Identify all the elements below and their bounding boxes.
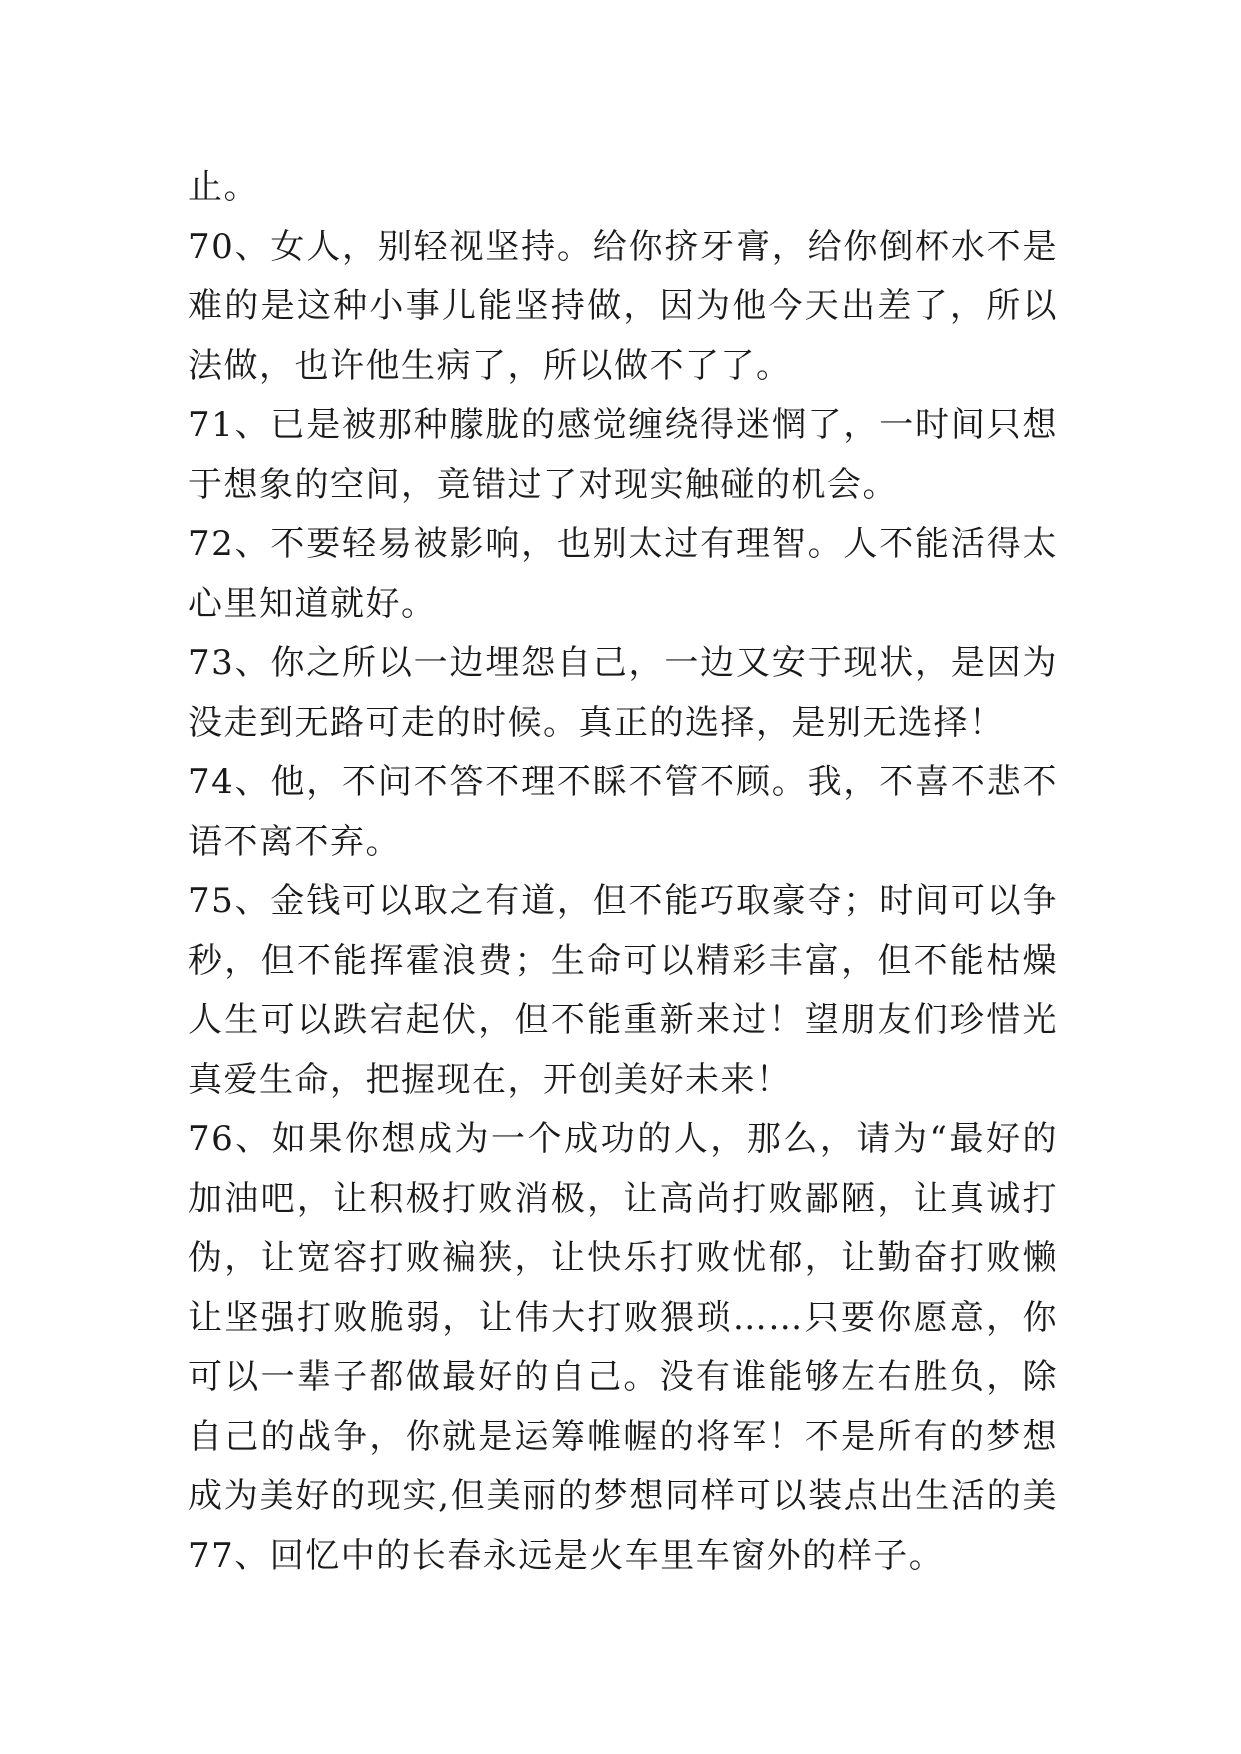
- text-line: 76、如果你想成为一个成功的人，那么，请为“最好的: [188, 1119, 1058, 1159]
- text-line: 人生可以跌宕起伏，但不能重新来过！望朋友们珍惜光: [188, 1000, 1058, 1040]
- text-line: 可以一辈子都做最好的自己。没有谁能够左右胜负，除: [188, 1357, 1058, 1397]
- text-line: 语不离不弃。: [188, 821, 401, 862]
- text-line: 72、不要轻易被影响，也别太过有理智。人不能活得太: [188, 524, 1058, 564]
- text-line: 74、他，不问不答不理不睬不管不顾。我，不喜不悲不: [188, 762, 1058, 802]
- text-line: 成为美好的现实,但美丽的梦想同样可以装点出生活的美: [188, 1476, 1058, 1516]
- text-line: 心里知道就好。: [188, 583, 437, 624]
- text-line: 75、金钱可以取之有道，但不能巧取豪夺；时间可以争: [188, 881, 1058, 921]
- text-line: 77、回忆中的长春永远是火车里车窗外的样子。: [188, 1535, 945, 1576]
- text-line: 伪，让宽容打败褊狭，让快乐打败忧郁，让勤奋打败懒: [188, 1238, 1058, 1278]
- text-line: 71、已是被那种朦胧的感觉缠绕得迷惘了，一时间只想: [188, 405, 1058, 445]
- text-line: 70、女人，别轻视坚持。给你挤牙膏，给你倒杯水不是: [188, 226, 1058, 267]
- text-line: 真爱生命，把握现在，开创美好未来！: [188, 1059, 792, 1100]
- text-line: 秒，但不能挥霍浪费；生命可以精彩丰富，但不能枯燥: [188, 940, 1058, 981]
- text-line: 加油吧，让积极打败消极，让高尚打败鄙陋，让真诚打: [188, 1178, 1058, 1219]
- text-line: 没走到无路可走的时候。真正的选择，是别无选择！: [188, 702, 1005, 743]
- text-line: 让坚强打败脆弱，让伟大打败猥琐……只要你愿意，你: [188, 1297, 1058, 1338]
- text-line: 法做，也许他生病了，所以做不了了。: [188, 345, 792, 386]
- document-body: [188, 158, 1058, 1586]
- text-line: 自己的战争，你就是运筹帷幄的将军！不是所有的梦想: [188, 1416, 1058, 1457]
- text-line: 止。: [188, 167, 259, 207]
- text-line: 于想象的空间，竟错过了对现实触碰的机会。: [188, 464, 898, 505]
- text-line: 73、你之所以一边埋怨自己，一边又安于现状，是因为: [188, 643, 1058, 683]
- text-line: 难的是这种小事儿能坚持做，因为他今天出差了，所以: [188, 286, 1058, 326]
